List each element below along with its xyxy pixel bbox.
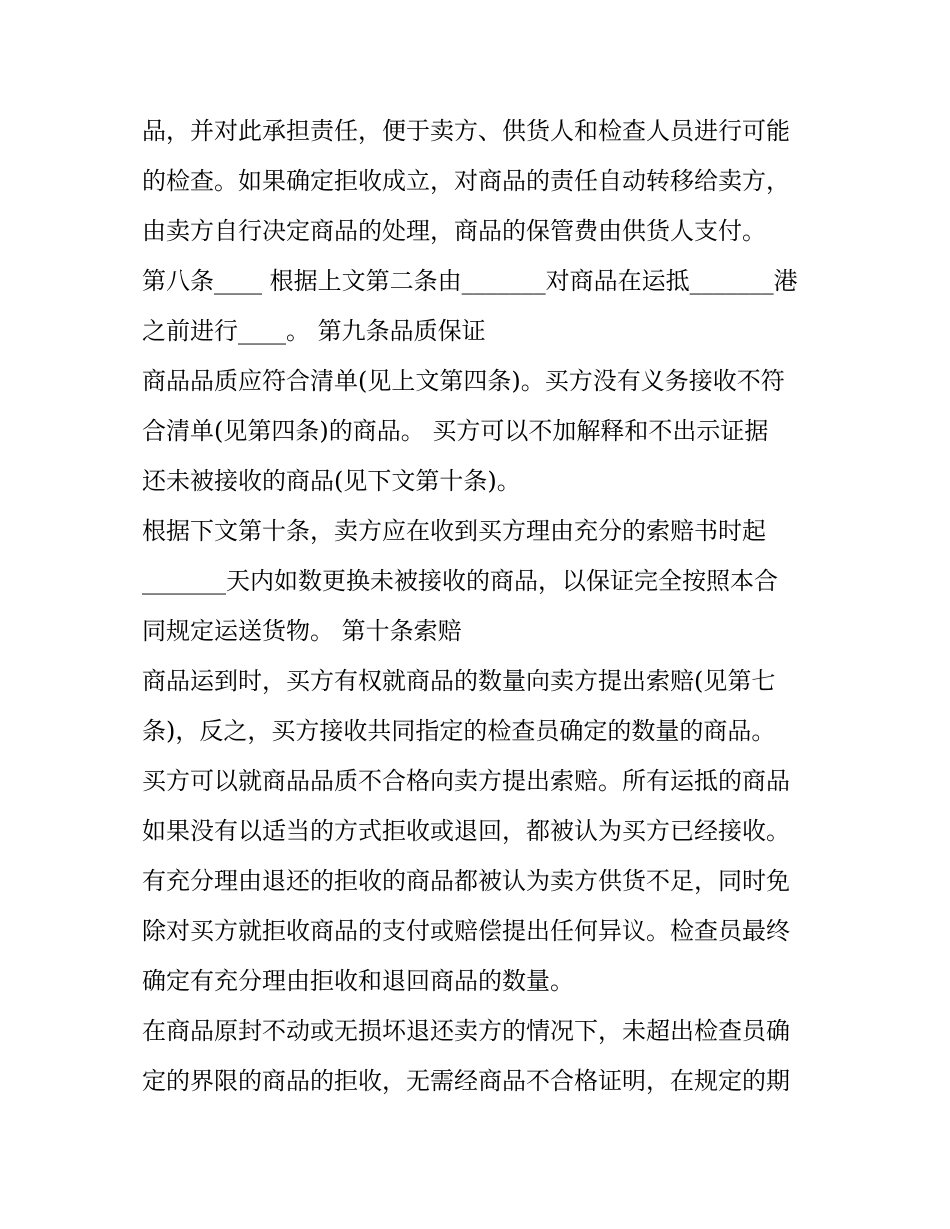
text-line: 第八条____ 根据上文第二条由_______对商品在运抵_______港 <box>142 267 798 295</box>
text-line: 由卖方自行决定商品的处理，商品的保管费由供货人支付。 <box>142 217 766 245</box>
document-body <box>142 106 822 1106</box>
text-line: 在商品原封不动或无损坏退还卖方的情况下，未超出检查员确 <box>142 1017 790 1045</box>
text-line: 有充分理由退还的拒收的商品都被认为卖方供货不足，同时免 <box>142 867 790 895</box>
text-line: 还未被接收的商品(见下文第十条)。 <box>142 467 521 495</box>
text-line: 品，并对此承担责任，便于卖方、供货人和检查人员进行可能 <box>142 117 790 145</box>
text-line: 买方可以就商品品质不合格向卖方提出索赔。所有运抵的商品 <box>142 767 790 795</box>
text-line: 的检查。如果确定拒收成立，对商品的责任自动转移给卖方， <box>142 167 790 195</box>
text-line: 如果没有以适当的方式拒收或退回，都被认为买方已经接收。 <box>142 817 790 845</box>
text-line: 合清单(见第四条)的商品。 买方可以不加解释和不出示证据 <box>142 417 769 445</box>
text-line: 根据下文第十条，卖方应在收到买方理由充分的索赔书时起 <box>142 517 766 545</box>
text-line: 确定有充分理由拒收和退回商品的数量。 <box>142 967 574 995</box>
text-line: 之前进行____。 第九条品质保证 <box>142 317 486 345</box>
text-line: 除对买方就拒收商品的支付或赔偿提出任何异议。检查员最终 <box>142 917 790 945</box>
text-line: 条)，反之，买方接收共同指定的检查员确定的数量的商品。 <box>142 717 776 745</box>
text-line: 同规定运送货物。 第十条索赔 <box>142 617 462 645</box>
text-line: 定的界限的商品的拒收，无需经商品不合格证明，在规定的期 <box>142 1067 790 1095</box>
text-line: 商品品质应符合清单(见上文第四条)。买方没有义务接收不符 <box>142 367 785 395</box>
text-line: _______天内如数更换未被接收的商品，以保证完全按照本合 <box>142 567 778 595</box>
text-line: 商品运到时，买方有权就商品的数量向卖方提出索赔(见第七 <box>142 667 776 695</box>
